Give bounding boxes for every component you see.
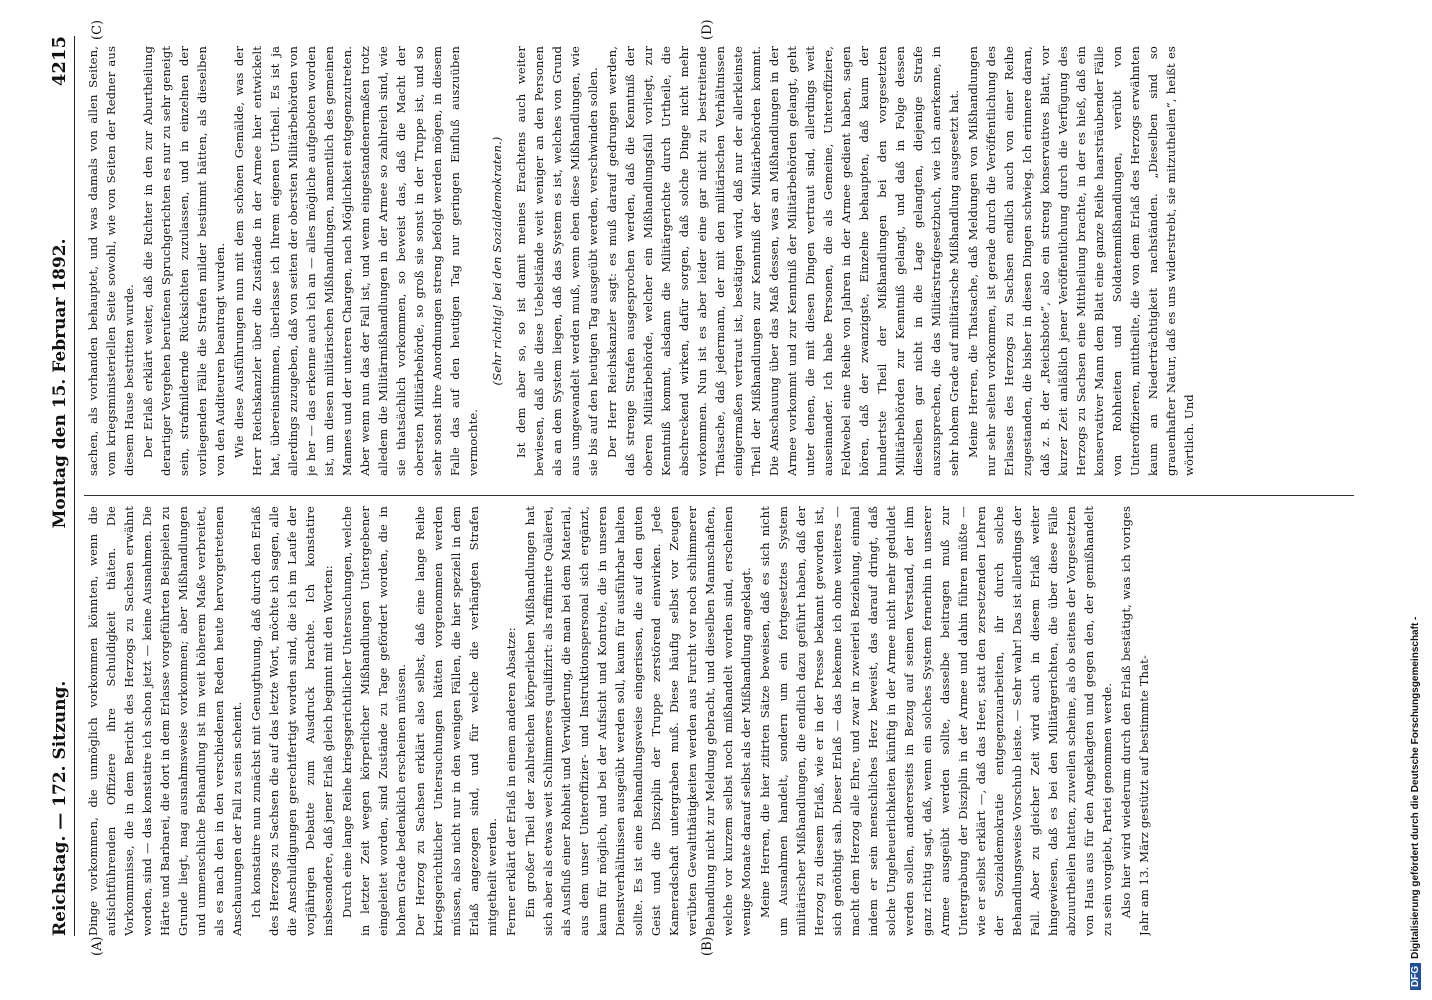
header-page-number: 4215 xyxy=(49,36,70,87)
left-text-column xyxy=(84,506,1354,936)
quote-paragraph: Ein großer Theil der zahlreichen körperlichen Mißhandlungen hat sich aber als etwas weit Schlimmeres qualifizirt: als raffinirte Quälerei, als Ausfluß einer Rohheit und Verwilderung, die man bei dem Material, aus dem unser Unteroffizier- und Instruktionspersonal sich ergänzt, kaum für möglich, und bei der Aufsicht und Kontrole, die in unseren Dienstverhältnissen ausgeübt werden soll, kaum für ausführbar halten sollte. Es ist eine Behandlungsweise eingerissen, die auf den guten Geist und die Disziplin der Truppe zerstörend einwirken. Jede Kameradschaft untergraben muß. Diese häufig selbst vor Zeugen verübten Gewaltthätigkeiten werden aus Furcht vor noch schlimmerer Behandlung nicht zur Meldung gebracht, und dieselben Mannschaften, welche vor kurzem selbst noch mißhandelt worden sind, erscheinen wenige Monate darauf selbst als der Mißhandlung angeklagt. xyxy=(523,506,753,936)
paragraph: Wie diese Ausführungen nun mit dem schönen Gemälde, was der Herr Reichskanzler über die Zustände in der Armee hier entwickelt hat, übereinstimmen, überlasse ich Ihrem eigenen Urtheil. Es ist ja allerdings zuzugeben, daß von seiten der obersten Militärbehörden von je her — das erkenne auch ich an — alles mögliche aufgeboten worden ist, um diesen militärischen Mißhandlungen, namentlich des gemeinen Mannes und der unteren Chargen, nach Möglichkeit entgegenzutreten. Aber wenn nun das der Fall ist, und wenn eingestandenermaßen trotz alledem die Militärmißhandlungen in der Armee so zahlreich sind, wie sie thatsächlich vorkommen, so beweist das, daß die Macht der obersten Militärbehörde, so groß sie sonst in der Truppe ist, und so sehr sonst ihre Anordnungen streng befolgt werden mögen, in diesem Falle das auf den heutigen Tag nur geringen Einfluß auszuüben vermochte. xyxy=(232,46,480,476)
credit-text: Digitalisierung gefördert durch die Deutsche Forschungsgemeinschaft - xyxy=(1410,616,1421,959)
paragraph: Ferner erklärt der Erlaß in einem anderen Absatze: xyxy=(504,627,518,936)
paragraph: Dinge vorkommen, die unmöglich vorkommen könnten, wenn die aufsichtführenden Offiziere ihre Schuldigkeit thäten. Die Vorkommnisse, die in dem Bericht des Herzogs zu Sachsen erwähnt worden, sind — das konstatire ich schon jetzt — keine Ausnahmen. Die Härte und Barbarei, die dort in dem Erlasse vorgeführten Beispielen zu Grunde liegt, mag ausnahmsweise vorkommen; aber Mißhandlungen und unmenschliche Behandlung ist im weit höherem Maße verbreitet, als es nach den in den verschiedenen Reden heute hervorgetretenen Anschauungen der Fall zu sein scheint. xyxy=(86,506,244,936)
margin-marker-b: (B) xyxy=(700,936,715,956)
margin-marker-a: (A) xyxy=(90,936,105,956)
interjection: (Sehr richtig! bei den Sozialdemokraten.) xyxy=(490,136,504,386)
column-divider xyxy=(84,495,1354,496)
dfg-logo-icon: DFG xyxy=(1410,963,1421,990)
paragraph: Ist dem aber so, so ist damit meines Erachtens auch weiter bewiesen, daß alle diese Uebelstände weit weniger an den Personen als an dem System liegen, daß das System es ist, welches von Grund aus umgewandelt werden muß, wenn eben diese Mißhandlungen, wie sie bis auf den heutigen Tag ausgeübt werden, verschwinden sollen. xyxy=(514,46,600,476)
margin-marker-c: (C) xyxy=(90,19,105,40)
paragraph: Der Erlaß erklärt weiter, daß die Richter in den zur Aburtheilung derartiger Vergehen berufenen Spruchgerichten es nur zu sehr geneigt sein, strafmildernde Rücksichten zuzulassen, und in einzelnen der vorliegenden Fälle die Strafen milder bestimmt hätten, als dieselben von den Auditeuren beantragt wurden. xyxy=(141,46,227,476)
paragraph: Also hier wird wiederum durch den Erlaß bestätigt, was ich voriges Jahr am 13. März gestützt auf bestimmte That- xyxy=(1119,506,1151,936)
paragraph: Meine Herren, die Thatsache, daß Meldungen von Mißhandlungen nur sehr selten vorkommen, ist gerade durch die Veröffentlichung des Erlasses des Herzogs zu Sachsen endlich auch von einer Reihe zugestanden, die bisher in diesen Dingen schwieg. Ich erinnere daran, daß z. B. der „Reichsbote“, also ein streng konservatives Blatt, vor kurzer Zeit anläßlich jener Veröffentlichung durch die Verfügung des Herzogs zu Sachsen eine Mittheilung brachte, in der es hieß, daß ein konservativer Mann dem Blatt eine ganze Reihe haarsträubender Fälle von Rohheiten und Soldatenmißhandlungen, verübt von Unteroffizieren, mittheilte, die von dem Erlaß des Herzogs erwähnten kaum an Niederträchtigkeit nachständen. „Dieselben sind so grauenhafter Natur, daß es uns widerstrebt, sie mitzutheilen“, heißt es wörtlich. Und xyxy=(966,46,1196,476)
margin-marker-d: (D) xyxy=(700,19,715,40)
paragraph: Meine Herren, die hier zitirten Sätze beweisen, daß es sich nicht um Ausnahmen handelt, sondern um ein fortgesetztes System militärischer Mißhandlungen, die endlich dazu geführt haben, daß der Herzog zu diesem Erlaß, wie er in der Presse bekannt geworden ist, sich genöthigt sah. Dieser Erlaß — das bekenne ich ohne weiteres — macht dem Herzog alle Ehre, und zwar in zweierlei Beziehung, einmal indem er sein menschliches Herz beweist, das darauf dringt, daß solche Ungeheuerlichkeiten künftig in der Armee nicht mehr geduldet werden sollen, andererseits in Bezug auf seinen Verstand, der ihm ganz richtig sagt, daß, wenn ein solches System fernerhin in unserer Armee ausgeübt werden sollte, dasselbe beitragen muß zur Untergrabung der Disziplin in der Armee und dahin führen müßte — wie er selbst erklärt —, daß das Heer, statt den zersetzenden Lehren der Sozialdemokratie entgegenzuarbeiten, ihr durch solche Behandlungsweise Vorschub leiste. — Sehr wahr! Das ist allerdings der Fall. Aber zu gleicher Zeit wird auch in diesem Erlaß weiter hingewiesen, daß es bei den Militärgerichten, die über diese Fälle abzuurtheilen hatten, zuweilen scheine, als ob seitens der Vorgesetzten von Haus aus für den Angeklagten und gegen den, der gemißhandelt zu sein vorgiebt, Partei genommen werde. xyxy=(758,506,1114,936)
quote-paragraph: Durch eine lange Reihe kriegsgerichtlicher Untersuchungen, welche in letzter Zeit wegen körperlicher Mißhandlungen Untergebener eingeleitet worden, sind Zustände zu Tage gefördert worden, die in hohem Grade bedenklich erscheinen müssen. xyxy=(340,506,408,936)
right-text-column xyxy=(84,46,1354,476)
paragraph: Der Herr Reichskanzler sagt: es muß darauf gedrungen werden, daß strenge Strafen ausgesprochen werden, daß die Kenntniß der oberen Militärbehörde, welcher ein Mißhandlungsfall vorliegt, zur Kenntniß kommt, alsdann die Militärgerichte durch Urtheile, die abschreckend wirken, dafür sorgen, daß solche Dinge nicht mehr vorkommen. Nun ist es aber leider eine gar nicht zu bestreitende Thatsache, daß jedermann, der mit den militärischen Verhältnissen einigermaßen vertraut ist, bestätigen wird, daß nur der allerkleinste Theil der Mißhandlungen zur Kenntniß der Militärbehörden kommt. Die Anschauung über das Maß dessen, was an Mißhandlungen in der Armee vorkommt und zur Kenntniß der Militärbehörden gelangt, geht unter denen, die mit diesen Dingen vertraut sind, allerdings weit auseinander. Ich habe Personen, die als Gemeine, Unteroffiziere, Feldwebel eine Reihe von Jahren in der Armee gedient haben, sagen hören, daß der zwanzigste, Einzelne behaupten, daß kaum der hundertste Theil der Mißhandlungen bei den vorgesetzten Militärbehörden zur Kenntniß gelangt, und daß in Folge dessen dieselben gar nicht in die Lage gelangten, diejenige Strafe auszusprechen, die das Militärstrafgesetzbuch, wie ich anerkenne, in sehr hohem Grade auf militärische Mißhandlung ausgesetzt hat. xyxy=(605,46,961,476)
paragraph: Der Herzog zu Sachsen erklärt also selbst, daß eine lange Reihe kriegsgerichtlicher Untersuchungen hätten vorgenommen werden müssen, also nicht nur in den wenigen Fällen, die hier speziell in dem Erlaß angezogen sind, und für welche die verhängten Strafen mitgetheilt werden. xyxy=(413,506,499,936)
header-session: Reichstag. — 172. Sitzung. xyxy=(50,680,70,936)
page-header xyxy=(44,36,75,936)
paragraph: Ich konstatire nun zunächst mit Genugthuung, daß durch den Erlaß des Herzogs zu Sachsen die auf das letzte Wort, möchte ich sagen, alle die Anschuldigungen gerechtfertigt worden sind, die ich im Laufe der vorjährigen Debatte zum Ausdruck brachte. Ich konstatire insbesondere, daß jener Erlaß gleich beginnt mit den Worten: xyxy=(249,506,335,936)
header-date: Montag den 15. Februar 1892. xyxy=(50,238,70,529)
digitization-credit xyxy=(1410,10,1430,990)
paragraph: sachen, als vorhanden behauptet, und was damals von allen Seiten, vom kriegsministeriellen Seite sowohl, wie von Seiten der Redner aus diesem Hause bestritten wurde. xyxy=(86,46,136,476)
